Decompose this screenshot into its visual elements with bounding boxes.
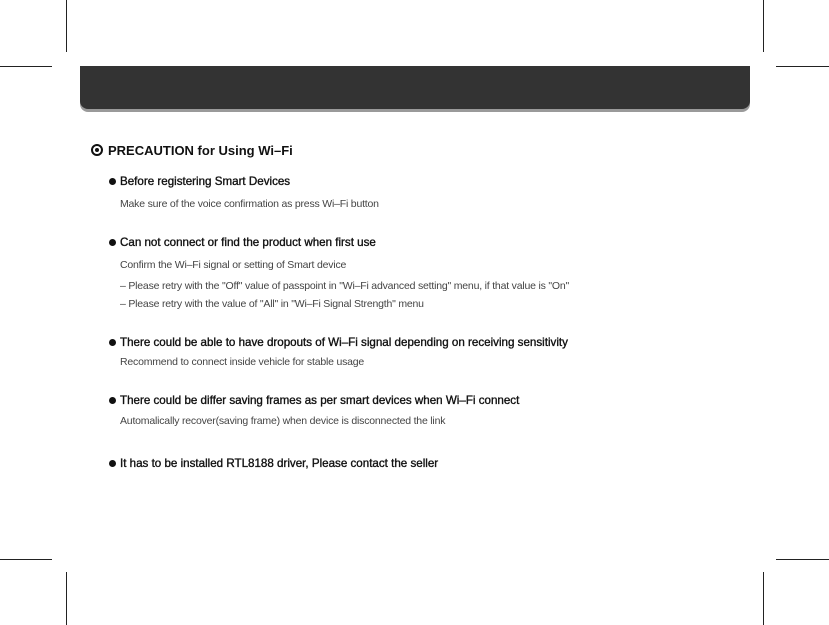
bullet-dot-icon	[109, 460, 116, 467]
crop-mark-bottom-left-vertical	[66, 572, 67, 625]
section-heading: It has to be installed RTL8188 driver, Please contact the seller	[120, 457, 439, 470]
bullet-dot-icon	[109, 178, 116, 185]
crop-mark-bottom-left-horizontal	[0, 559, 52, 560]
page-title-text: PRECAUTION for Using Wi–Fi	[108, 142, 293, 158]
header-bar	[80, 66, 750, 109]
bullet-dot-icon	[109, 397, 116, 404]
section-line: – Please retry with the value of "All" in "Wi–Fi Signal Strength" menu	[120, 298, 424, 310]
section-heading: There could be able to have dropouts of Wi–Fi signal depending on receiving sensitivity	[120, 336, 568, 349]
crop-mark-top-right-horizontal	[776, 66, 829, 67]
section-line: Make sure of the voice confirmation as press Wi–Fi button	[120, 198, 379, 210]
circle-dot-icon	[91, 144, 103, 156]
section-line: Recommend to connect inside vehicle for stable usage	[120, 356, 365, 368]
page-title	[91, 141, 293, 159]
section-heading: There could be differ saving frames as per smart devices when Wi–Fi connect	[120, 394, 520, 407]
section-line: Confirm the Wi–Fi signal or setting of Smart device	[120, 259, 347, 271]
section-line: Automalically recover(saving frame) when device is disconnected the link	[120, 415, 446, 427]
section-line: – Please retry with the "Off" value of passpoint in "Wi–Fi advanced setting" menu, if that value is "On"	[120, 280, 570, 292]
bullet-dot-icon	[109, 339, 116, 346]
bullet-dot-icon	[109, 239, 116, 246]
crop-mark-top-left-horizontal	[0, 66, 52, 67]
crop-mark-bottom-right-vertical	[763, 572, 764, 625]
crop-mark-top-left-vertical	[66, 0, 67, 52]
section-heading: Before registering Smart Devices	[120, 175, 291, 188]
crop-mark-bottom-right-horizontal	[776, 559, 829, 560]
section-heading: Can not connect or find the product when first use	[120, 236, 376, 249]
crop-mark-top-right-vertical	[763, 0, 764, 52]
